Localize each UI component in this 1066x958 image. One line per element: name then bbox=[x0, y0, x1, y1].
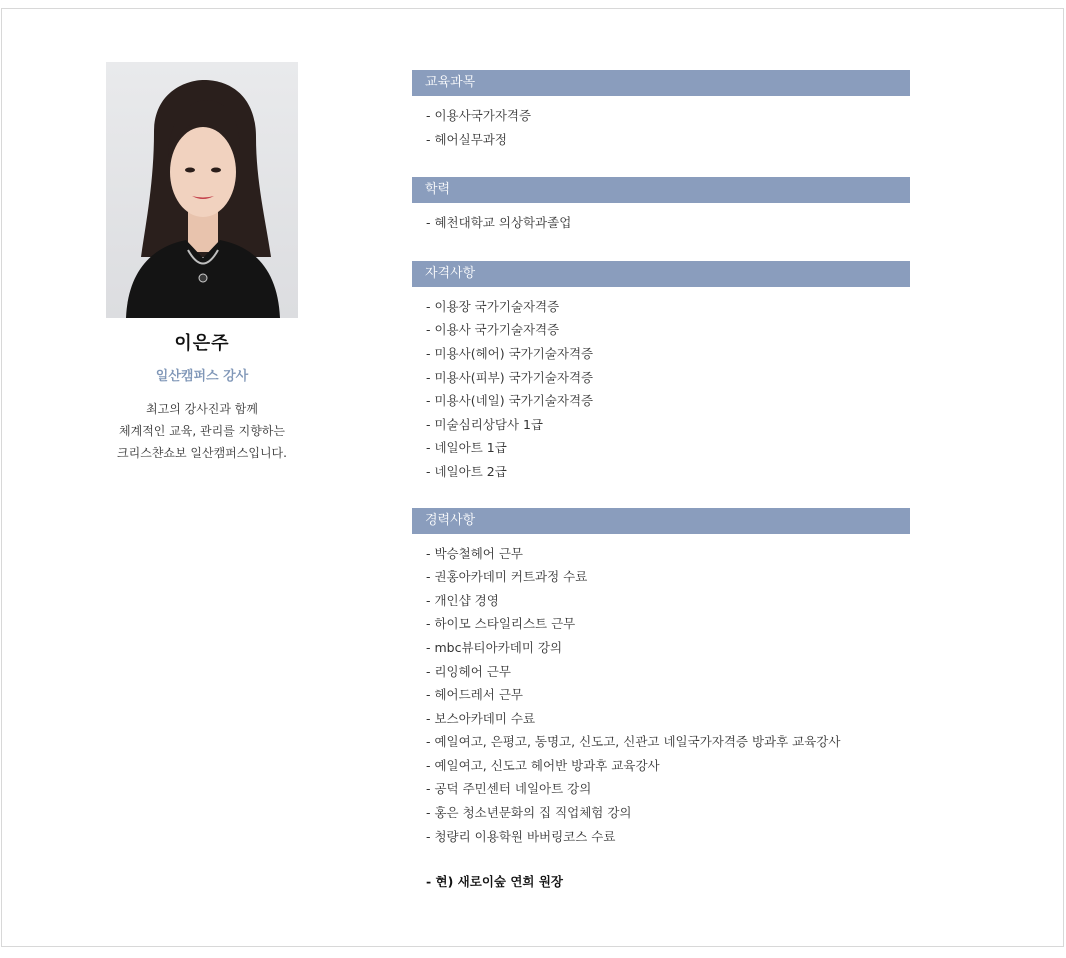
intro-text bbox=[106, 398, 298, 464]
list-item: - 헤어드레서 근무 bbox=[426, 687, 523, 703]
details-column bbox=[412, 70, 910, 894]
section-certifications bbox=[412, 261, 910, 484]
list-item: - 하이모 스타일리스트 근무 bbox=[426, 616, 576, 632]
instructor-role: 일산캠퍼스 강사 bbox=[155, 369, 249, 384]
profile-column bbox=[106, 62, 298, 464]
section-education-subjects bbox=[412, 70, 910, 151]
list-item: - 미용사(피부) 국가기술자격증 bbox=[426, 369, 594, 385]
list-item: - 예일여고, 신도고 헤어반 방과후 교육강사 bbox=[426, 757, 660, 773]
intro-line: 최고의 강사진과 함께 bbox=[146, 402, 258, 416]
section-education-history bbox=[412, 177, 910, 235]
list-item: - 미용사(네일) 국가기술자격증 bbox=[426, 393, 594, 409]
list-item: - 미술심리상담사 1급 bbox=[426, 416, 544, 432]
current-position: - 현) 새로이숲 연희 원장 bbox=[426, 874, 563, 890]
list-item: - 혜천대학교 의상학과졸업 bbox=[426, 215, 572, 231]
list-item: - 리잉헤어 근무 bbox=[426, 663, 511, 679]
section-list bbox=[412, 96, 910, 151]
section-header: 교육과목 bbox=[412, 70, 910, 96]
section-list bbox=[412, 203, 910, 235]
profile-card bbox=[1, 8, 1064, 947]
list-item: - 네일아트 1급 bbox=[426, 440, 507, 456]
list-item: - 공덕 주민센터 네일아트 강의 bbox=[426, 781, 592, 797]
section-list bbox=[412, 287, 910, 484]
list-item: - 이용사국가자격증 bbox=[426, 108, 532, 123]
intro-line: 체계적인 교육, 관리를 지향하는 bbox=[119, 424, 285, 438]
list-item: - 헤어실무과정 bbox=[426, 131, 507, 147]
intro-line: 크리스챤쇼보 일산캠퍼스입니다. bbox=[117, 446, 287, 460]
list-item: - 보스아카데미 수료 bbox=[426, 710, 536, 726]
list-item: - 미용사(헤어) 국가기술자격증 bbox=[426, 345, 594, 361]
section-header: 경력사항 bbox=[412, 508, 910, 534]
section-header: 자격사항 bbox=[412, 261, 910, 287]
section-career bbox=[412, 508, 910, 894]
list-item: - 네일아트 2급 bbox=[426, 463, 507, 479]
list-item: - 예일여고, 은평고, 동명고, 신도고, 신관고 네일국가자격증 방과후 교육강사 bbox=[426, 734, 841, 750]
list-item: - 홍은 청소년문화의 집 직업체험 강의 bbox=[426, 805, 632, 821]
section-header: 학력 bbox=[412, 177, 910, 203]
section-list bbox=[412, 534, 910, 894]
list-item: - 이용장 국가기술자격증 bbox=[426, 298, 560, 314]
instructor-name: 이은주 bbox=[174, 333, 230, 354]
list-item: - 개인샵 경영 bbox=[426, 592, 499, 608]
list-item: - 박승철헤어 근무 bbox=[426, 545, 523, 561]
list-item: - 이용사 국가기술자격증 bbox=[426, 322, 560, 338]
instructor-photo bbox=[106, 62, 298, 318]
list-item: - 청량리 이용학원 바버링코스 수료 bbox=[426, 828, 616, 844]
list-item: - 권홍아카데미 커트과정 수료 bbox=[426, 569, 588, 585]
list-item: - mbc뷰티아카데미 강의 bbox=[426, 639, 563, 655]
